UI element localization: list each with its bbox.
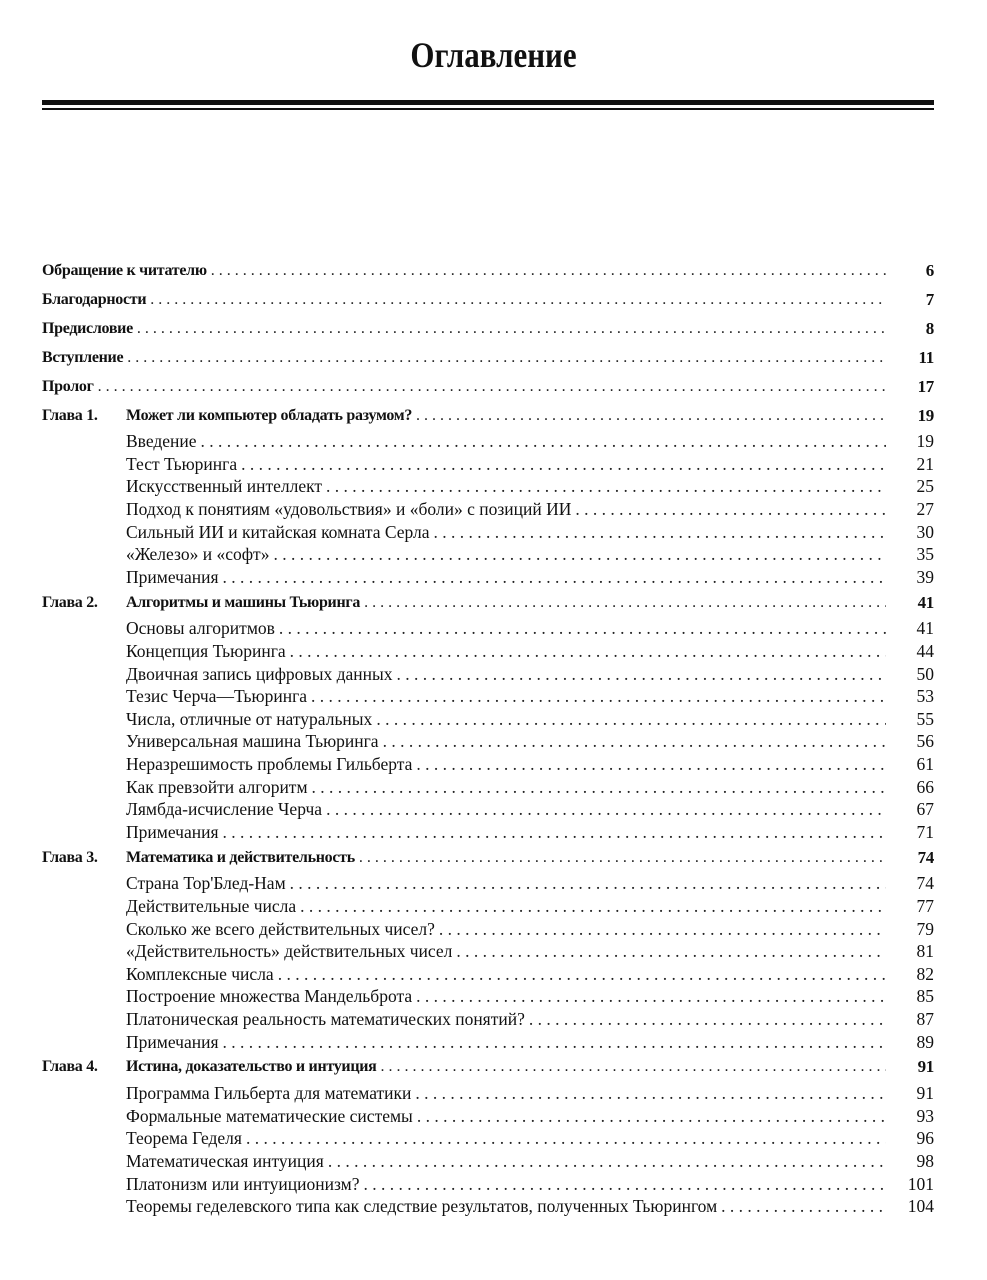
page-number: 91 — [917, 1057, 934, 1077]
entry-title: Концепция Тьюринга — [126, 641, 286, 662]
dot-leader — [311, 685, 886, 707]
toc-entry-section[interactable] — [42, 821, 934, 844]
toc-entry-front[interactable] — [42, 343, 934, 372]
entry-title: Примечания — [126, 1031, 219, 1052]
page-number: 61 — [916, 754, 934, 775]
toc-entry-section[interactable] — [42, 453, 934, 476]
title-rule-thin — [42, 108, 934, 110]
toc-entry-section[interactable] — [42, 1172, 934, 1195]
entry-title: Числа, отличные от натуральных — [126, 708, 373, 729]
entry-title: Благодарности — [42, 290, 147, 308]
toc-entry-section[interactable] — [42, 730, 934, 753]
dot-leader — [201, 430, 886, 452]
entry-title: Платоническая реальность математических понятий? — [126, 1008, 525, 1029]
page-number: 56 — [916, 731, 934, 752]
entry-title: Построение множества Мандельброта — [126, 986, 413, 1007]
page-number: 79 — [916, 918, 934, 939]
page-number: 27 — [916, 499, 934, 520]
dot-leader — [416, 405, 886, 427]
entry-title: Лямбда-исчисление Черча — [126, 799, 323, 820]
title-rule-thick — [42, 100, 934, 105]
page-number: 96 — [916, 1128, 934, 1149]
entry-title: Подход к понятиям «удовольствия» и «боли» с позиций ИИ — [126, 499, 572, 520]
entry-title: Обращение к читателю — [42, 261, 207, 279]
entry-title: Искусственный интеллект — [126, 476, 323, 497]
entry-title: Сколько же всего действительных чисел? — [126, 918, 435, 939]
page-number: 55 — [916, 708, 934, 729]
dot-leader — [416, 753, 886, 775]
dot-leader — [396, 663, 886, 685]
dot-leader — [273, 543, 886, 565]
entry-title: Теоремы геделевского типа как следствие результатов, полученных Тьюрингом — [126, 1196, 718, 1217]
page-number: 71 — [916, 821, 934, 842]
dot-leader — [439, 918, 886, 940]
toc-entry-front[interactable] — [42, 256, 934, 285]
toc-entry-section[interactable] — [42, 708, 934, 731]
page-number: 17 — [917, 376, 934, 396]
page-number: 39 — [916, 566, 934, 587]
toc-entry-section[interactable] — [42, 917, 934, 940]
toc-entry-section[interactable] — [42, 1082, 934, 1105]
dot-leader — [290, 640, 886, 662]
dot-leader — [137, 318, 886, 340]
toc-entry-section[interactable] — [42, 475, 934, 498]
toc-entry-chapter[interactable] — [42, 401, 934, 430]
dot-leader — [300, 895, 886, 917]
entry-title: Истина, доказательство и интуиция — [126, 1058, 377, 1076]
toc-entry-front[interactable] — [42, 372, 934, 401]
page-number: 30 — [916, 521, 934, 542]
entry-title: Вступление — [42, 348, 124, 366]
toc-entry-section[interactable] — [42, 430, 934, 453]
toc-entry-section[interactable] — [42, 520, 934, 543]
toc-entry-section[interactable] — [42, 775, 934, 798]
page-number: 7 — [925, 289, 934, 309]
entry-title: Страна Тор'Блед-Нам — [126, 873, 286, 894]
table-of-contents — [42, 256, 934, 1217]
page-number: 77 — [916, 895, 934, 916]
page-number: 85 — [916, 986, 934, 1007]
chapter-number: Глава 3. — [42, 848, 98, 866]
page-number: 74 — [916, 873, 934, 894]
toc-entry-section[interactable] — [42, 1030, 934, 1053]
page-number: 74 — [917, 847, 934, 867]
page-number: 41 — [917, 592, 934, 612]
entry-title: Комплексные числа — [126, 963, 274, 984]
dot-leader — [326, 798, 886, 820]
entry-title: Основы алгоритмов — [126, 618, 275, 639]
toc-entry-chapter[interactable] — [42, 843, 934, 872]
dot-leader — [241, 453, 886, 475]
dot-leader — [416, 985, 886, 1007]
toc-entry-section[interactable] — [42, 498, 934, 521]
toc-entry-chapter[interactable] — [42, 588, 934, 617]
dot-leader — [376, 708, 886, 730]
toc-entry-section[interactable] — [42, 1150, 934, 1173]
entry-title: «Железо» и «софт» — [126, 544, 270, 565]
page-number: 6 — [925, 260, 934, 280]
chapter-number: Глава 2. — [42, 593, 98, 611]
dot-leader — [359, 847, 886, 869]
entry-title: Формальные математические системы — [126, 1105, 413, 1126]
page-number: 19 — [917, 405, 934, 425]
page-number: 35 — [916, 544, 934, 565]
page-number: 21 — [916, 453, 934, 474]
entry-title: Математика и действительность — [126, 848, 355, 866]
page-number: 66 — [916, 776, 934, 797]
page-number: 50 — [916, 663, 934, 684]
dot-leader — [127, 347, 886, 369]
toc-entry-section[interactable] — [42, 1104, 934, 1127]
toc-entry-section[interactable] — [42, 1127, 934, 1150]
page-number: 91 — [916, 1083, 934, 1104]
entry-title: Теорема Геделя — [126, 1128, 242, 1149]
page-number: 19 — [916, 431, 934, 452]
entry-title: Действительные числа — [126, 895, 297, 916]
toc-entry-section[interactable] — [42, 985, 934, 1008]
toc-entry-section[interactable] — [42, 685, 934, 708]
entry-title: «Действительность» действительных чисел — [126, 941, 453, 962]
entry-title: Универсальная машина Тьюринга — [126, 731, 379, 752]
dot-leader — [279, 617, 886, 639]
page-title: Оглавление — [410, 35, 577, 75]
toc-entry-section[interactable] — [42, 798, 934, 821]
toc-entry-section[interactable] — [42, 872, 934, 895]
dot-leader — [721, 1195, 886, 1217]
toc-entry-front[interactable] — [42, 314, 934, 343]
dot-leader — [383, 730, 886, 752]
dot-leader — [223, 821, 886, 843]
page-number: 93 — [916, 1105, 934, 1126]
dot-leader — [529, 1008, 886, 1030]
dot-leader — [364, 592, 886, 614]
toc-entry-section[interactable] — [42, 640, 934, 663]
toc-entry-section[interactable] — [42, 543, 934, 566]
chapter-number: Глава 4. — [42, 1058, 98, 1076]
page-number: 11 — [918, 347, 934, 367]
dot-leader — [278, 963, 886, 985]
page-number: 67 — [916, 799, 934, 820]
toc-entry-section[interactable] — [42, 940, 934, 963]
entry-title: Двоичная запись цифровых данных — [126, 663, 393, 684]
entry-title: Введение — [126, 431, 197, 452]
page-number: 98 — [916, 1150, 934, 1171]
dot-leader — [246, 1127, 886, 1149]
dot-leader — [223, 1031, 886, 1053]
page-number: 41 — [916, 618, 934, 639]
dot-leader — [434, 521, 886, 543]
toc-entry-section[interactable] — [42, 662, 934, 685]
dot-leader — [415, 1082, 886, 1104]
page-number: 8 — [925, 318, 934, 338]
dot-leader — [223, 566, 886, 588]
dot-leader — [290, 872, 886, 894]
page-number: 25 — [916, 476, 934, 497]
entry-title: Примечания — [126, 566, 219, 587]
entry-title: Предисловие — [42, 319, 133, 337]
entry-title: Пролог — [42, 377, 94, 395]
page-number: 81 — [916, 941, 934, 962]
entry-title: Программа Гильберта для математики — [126, 1083, 412, 1104]
page-number: 82 — [916, 963, 934, 984]
page-number: 104 — [907, 1196, 934, 1217]
dot-leader — [364, 1173, 886, 1195]
entry-title: Математическая интуиция — [126, 1150, 324, 1171]
dot-leader — [381, 1056, 886, 1078]
page-number: 101 — [907, 1173, 934, 1194]
toc-entry-front[interactable] — [42, 285, 934, 314]
dot-leader — [328, 1150, 886, 1172]
entry-title: Неразрешимость проблемы Гильберта — [126, 754, 413, 775]
entry-title: Может ли компьютер обладать разумом? — [126, 406, 413, 424]
entry-title: Тест Тьюринга — [126, 453, 238, 474]
entry-title: Тезис Черча—Тьюринга — [126, 686, 308, 707]
toc-entry-section[interactable] — [42, 566, 934, 589]
page-number: 89 — [916, 1031, 934, 1052]
dot-leader — [575, 498, 886, 520]
toc-entry-section[interactable] — [42, 1008, 934, 1031]
page-number: 44 — [916, 641, 934, 662]
dot-leader — [150, 289, 886, 311]
page-number: 87 — [916, 1008, 934, 1029]
dot-leader — [98, 376, 886, 398]
dot-leader — [211, 260, 886, 282]
toc-entry-section[interactable] — [42, 753, 934, 776]
dot-leader — [312, 776, 886, 798]
dot-leader — [326, 475, 886, 497]
toc-entry-section[interactable] — [42, 962, 934, 985]
dot-leader — [456, 940, 886, 962]
toc-entry-section[interactable] — [42, 1195, 934, 1218]
toc-entry-section[interactable] — [42, 895, 934, 918]
entry-title: Сильный ИИ и китайская комната Серла — [126, 521, 430, 542]
toc-entry-chapter[interactable] — [42, 1053, 934, 1082]
entry-title: Примечания — [126, 821, 219, 842]
dot-leader — [417, 1105, 886, 1127]
toc-entry-section[interactable] — [42, 617, 934, 640]
page-number: 53 — [916, 686, 934, 707]
entry-title: Как превзойти алгоритм — [126, 776, 308, 797]
entry-title: Алгоритмы и машины Тьюринга — [126, 593, 361, 611]
entry-title: Платонизм или интуиционизм? — [126, 1173, 360, 1194]
chapter-number: Глава 1. — [42, 406, 98, 424]
